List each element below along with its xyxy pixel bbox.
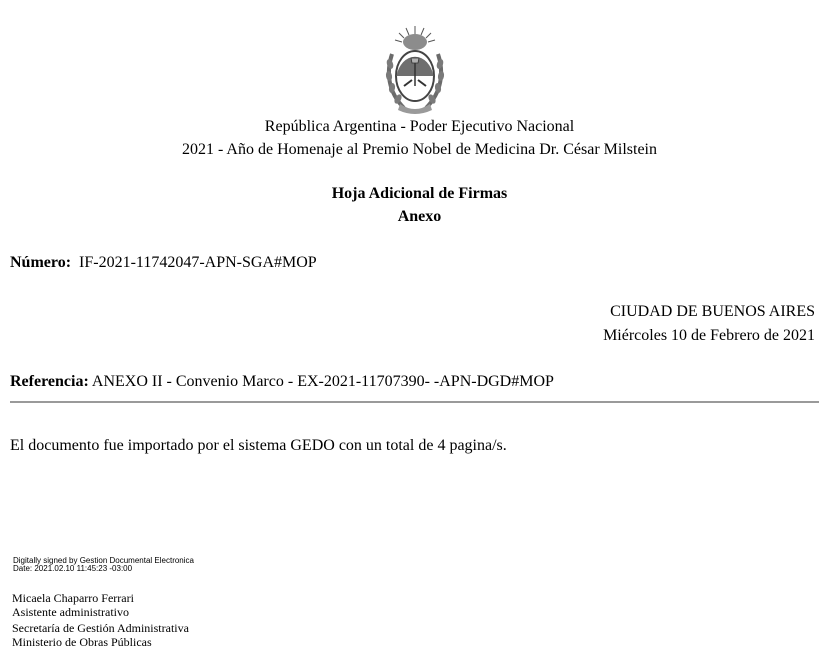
signer-office: Secretaría de Gestión Administrativa [12, 621, 189, 635]
number-label: Número: [10, 254, 72, 271]
document-title: Hoja Adicional de Firmas [331, 185, 508, 202]
document-subtitle: Anexo [397, 208, 442, 225]
date: Miércoles 10 de Febrero de 2021 [603, 327, 815, 344]
reference-label: Referencia: [10, 373, 89, 390]
document-number [10, 254, 317, 272]
reference-value: ANEXO II - Convenio Marco - EX-2021-11707390- -APN-DGD#MOP [91, 373, 554, 390]
number-value: IF-2021-11742047-APN-SGA#MOP [79, 254, 317, 271]
digital-signature-line-1: Digitally signed by Gestion Documental Electronica [13, 556, 194, 565]
separator-rule [10, 401, 819, 403]
signer-name: Micaela Chaparro Ferrari [12, 591, 134, 605]
digital-signature-date: Date: 2021.02.10 11:45:23 -03:00 [13, 564, 133, 573]
coat-of-arms-icon [382, 24, 448, 118]
header-line-2: 2021 - Año de Homenaje al Premio Nobel de Medicina Dr. César Milstein [181, 141, 657, 158]
header-line-1: República Argentina - Poder Ejecutivo Nacional [264, 118, 575, 135]
city: CIUDAD DE BUENOS AIRES [610, 303, 815, 320]
reference [10, 373, 554, 391]
body-text: El documento fue importado por el sistema GEDO con un total de 4 pagina/s. [10, 437, 507, 454]
signer-ministry: Ministerio de Obras Públicas [12, 635, 152, 649]
signer-role: Asistente administrativo [12, 605, 129, 619]
